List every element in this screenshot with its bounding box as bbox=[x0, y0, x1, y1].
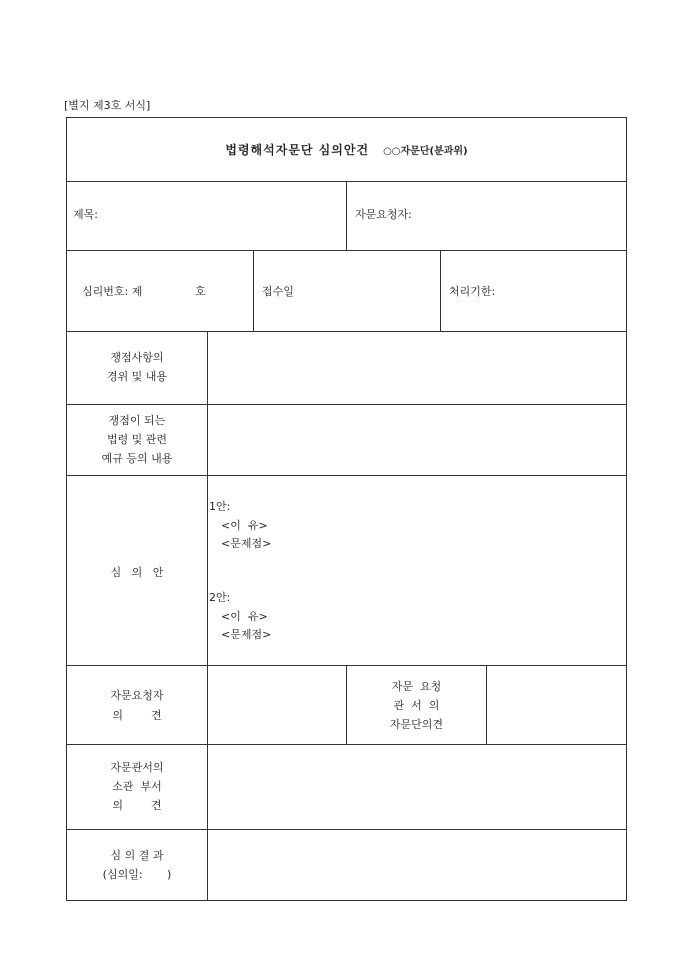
review-agenda-form bbox=[66, 117, 627, 901]
related-laws-label-line2: 법령 및 관련 bbox=[106, 433, 168, 446]
divider bbox=[346, 181, 347, 250]
divider bbox=[440, 250, 441, 331]
form-title-main: 법령해석자문단 심의안건 bbox=[225, 143, 370, 157]
requesting-dept-opinion-label-line1: 자문 요청 bbox=[391, 680, 442, 693]
divider bbox=[253, 250, 254, 331]
option1-title: 1안: bbox=[209, 500, 231, 513]
requesting-dept-opinion-label-line2: 관 서 의 bbox=[393, 699, 440, 712]
deadline-label: 처리기한: bbox=[449, 285, 496, 298]
competent-dept-opinion-label-line2: 소관 부서 bbox=[112, 780, 162, 793]
divider bbox=[67, 404, 626, 405]
related-laws-label-line3: 예규 등의 내용 bbox=[101, 452, 173, 465]
review-result-label-line1: 심 의 결 과 bbox=[110, 849, 164, 862]
review-proposal-label: 심 의 안 bbox=[110, 566, 164, 579]
divider bbox=[67, 250, 626, 251]
competent-dept-opinion-label-line1: 자문관서의 bbox=[110, 761, 164, 774]
subject-label: 제목: bbox=[73, 208, 98, 221]
form-title bbox=[67, 118, 626, 181]
review-number-label: 심리번호: 제 bbox=[82, 285, 143, 298]
divider bbox=[67, 475, 626, 476]
divider bbox=[67, 744, 626, 745]
competent-dept-opinion-label-line3: 의 견 bbox=[112, 799, 162, 812]
option1-problem: <문제점> bbox=[221, 537, 272, 550]
option2-problem: <문제점> bbox=[221, 628, 272, 641]
divider bbox=[486, 665, 487, 744]
requesting-dept-opinion-label-line3: 자문단의견 bbox=[389, 718, 444, 731]
requester-opinion-label-line1: 자문요청자 bbox=[110, 689, 164, 702]
form-title-sub: ○○자문단(분과위) bbox=[383, 146, 468, 157]
option2-reason: <이 유> bbox=[221, 610, 268, 623]
divider bbox=[67, 829, 626, 830]
received-date-label: 접수일 bbox=[262, 285, 294, 298]
review-result-label-line2: (심의일: ) bbox=[102, 868, 172, 881]
requester-opinion-label-line2: 의 견 bbox=[112, 709, 162, 722]
requester-label: 자문요청자: bbox=[355, 208, 412, 221]
related-laws-label-line1: 쟁점이 되는 bbox=[108, 414, 166, 427]
option1-reason: <이 유> bbox=[221, 519, 268, 532]
form-number-label: [별지 제3호 서식] bbox=[64, 99, 151, 112]
divider bbox=[207, 331, 208, 901]
issue-history-label-line1: 쟁점사항의 bbox=[110, 351, 164, 364]
review-number-suffix: 호 bbox=[195, 285, 206, 298]
issue-history-label-line2: 경위 및 내용 bbox=[106, 370, 168, 383]
divider bbox=[67, 331, 626, 332]
option2-title: 2안: bbox=[209, 591, 231, 604]
